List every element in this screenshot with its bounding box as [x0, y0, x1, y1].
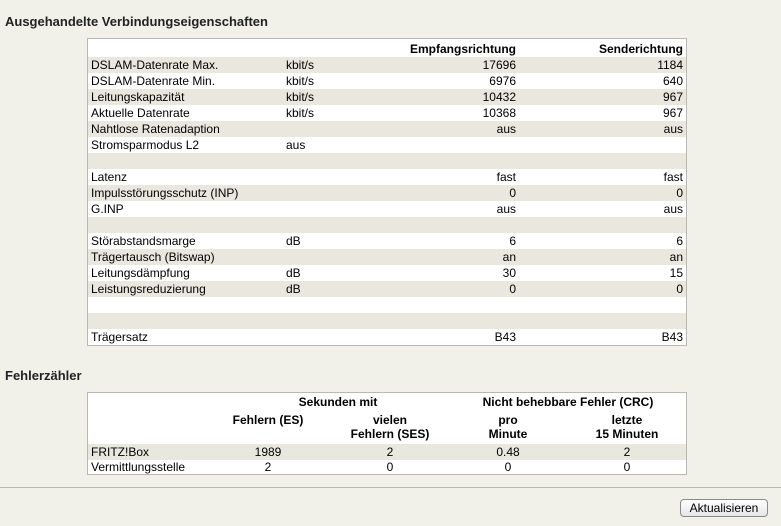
row-unit: dB: [286, 282, 301, 296]
value-receive: 0: [509, 186, 516, 200]
table-row: [88, 249, 686, 265]
value-receive: 30: [502, 266, 516, 280]
error-counter-table: [87, 392, 687, 475]
row-label: Nahtlose Ratenadaption: [91, 122, 220, 136]
row-label: Leitungsdämpfung: [91, 266, 190, 280]
row-label: Stromsparmodus L2: [91, 138, 200, 152]
row-unit: aus: [286, 138, 306, 152]
value-receive: B43: [494, 330, 516, 344]
value-send: 640: [662, 74, 683, 88]
column-header-ses-2: Fehlern (SES): [350, 427, 430, 441]
table-row: [88, 153, 686, 169]
row-label: Leistungsreduzierung: [91, 282, 206, 296]
table-row: [88, 265, 686, 281]
row-label: Impulsstörungsschutz (INP): [91, 186, 239, 200]
column-header-per-minute-1: pro: [498, 413, 518, 427]
row-label: DSLAM-Datenrate Max.: [91, 58, 219, 72]
table-row: [88, 233, 686, 249]
group-header-seconds: Sekunden mit: [298, 395, 378, 409]
value-send: fast: [663, 170, 683, 184]
row-label: DSLAM-Datenrate Min.: [91, 74, 216, 88]
table-row-exchange: [88, 459, 686, 475]
value-receive: 6: [509, 234, 516, 248]
value-last15: 0: [623, 460, 631, 474]
table-row: [88, 329, 686, 345]
table-row: [88, 297, 686, 313]
column-header-ses-1: vielen: [372, 413, 408, 427]
value-send: 15: [669, 266, 683, 280]
value-receive: aus: [496, 202, 516, 216]
table-row: [88, 73, 686, 89]
value-es: 2: [264, 460, 272, 474]
value-send: 0: [676, 282, 683, 296]
value-send: B43: [661, 330, 683, 344]
table-row: [88, 281, 686, 297]
value-last15: 2: [623, 445, 631, 459]
value-send: aus: [663, 122, 683, 136]
value-send: 6: [676, 234, 683, 248]
value-receive: 6976: [489, 74, 516, 88]
table-header-row: [88, 41, 686, 57]
connection-properties-table: [87, 38, 687, 346]
row-label: G.INP: [91, 202, 124, 216]
table-row: [88, 121, 686, 137]
table-row: [88, 137, 686, 153]
table-row: [88, 105, 686, 121]
section-title-error-counter: Fehlerzähler: [5, 368, 82, 383]
column-header-per-minute-2: Minute: [488, 427, 528, 441]
row-label: FRITZ!Box: [91, 445, 150, 459]
value-receive: 10432: [482, 90, 516, 104]
value-receive: 0: [509, 282, 516, 296]
row-label: Aktuelle Datenrate: [91, 106, 190, 120]
value-ses: 2: [386, 445, 394, 459]
column-header-last15-2: 15 Minuten: [595, 427, 659, 441]
table-row: [88, 169, 686, 185]
table-row-fritzbox: [88, 444, 686, 460]
column-header-last15-1: letzte: [611, 413, 643, 427]
value-receive: fast: [496, 170, 516, 184]
value-send: 967: [662, 106, 683, 120]
table-row: [88, 217, 686, 233]
row-unit: dB: [286, 266, 301, 280]
refresh-button[interactable]: Aktualisieren: [680, 499, 768, 517]
row-label: Latenz: [91, 170, 128, 184]
table-row: [88, 313, 686, 329]
row-unit: kbit/s: [286, 90, 315, 104]
column-header-receive: Empfangsrichtung: [409, 42, 516, 56]
value-es: 1989: [254, 445, 282, 459]
row-unit: kbit/s: [286, 74, 315, 88]
value-ses: 0: [386, 460, 394, 474]
row-label: Trägertausch (Bitswap): [91, 250, 215, 264]
table-row: [88, 185, 686, 201]
value-receive: an: [502, 250, 516, 264]
footer-divider: [0, 487, 781, 488]
row-label: Störabstandsmarge: [91, 234, 196, 248]
row-label: Leitungskapazität: [91, 90, 185, 104]
value-send: aus: [663, 202, 683, 216]
value-per-minute: 0: [504, 460, 512, 474]
table-row: [88, 201, 686, 217]
row-label: Trägersatz: [91, 330, 148, 344]
row-label: Vermittlungsstelle: [91, 460, 186, 474]
value-receive: aus: [496, 122, 516, 136]
column-header-es: Fehlern (ES): [232, 413, 304, 427]
row-unit: dB: [286, 234, 301, 248]
table-row: [88, 57, 686, 73]
table-row: [88, 89, 686, 105]
column-header-send: Senderichtung: [598, 42, 683, 56]
value-send: 1184: [657, 58, 683, 72]
section-title-connection: Ausgehandelte Verbindungseigenschaften: [5, 14, 268, 29]
value-send: an: [669, 250, 683, 264]
group-header-crc: Nicht behebbare Fehler (CRC): [482, 395, 654, 409]
row-unit: kbit/s: [286, 58, 315, 72]
value-receive: 17696: [482, 58, 516, 72]
value-send: 967: [662, 90, 683, 104]
row-unit: kbit/s: [286, 106, 315, 120]
value-receive: 10368: [482, 106, 516, 120]
value-send: 0: [676, 186, 683, 200]
value-per-minute: 0.48: [496, 445, 520, 459]
